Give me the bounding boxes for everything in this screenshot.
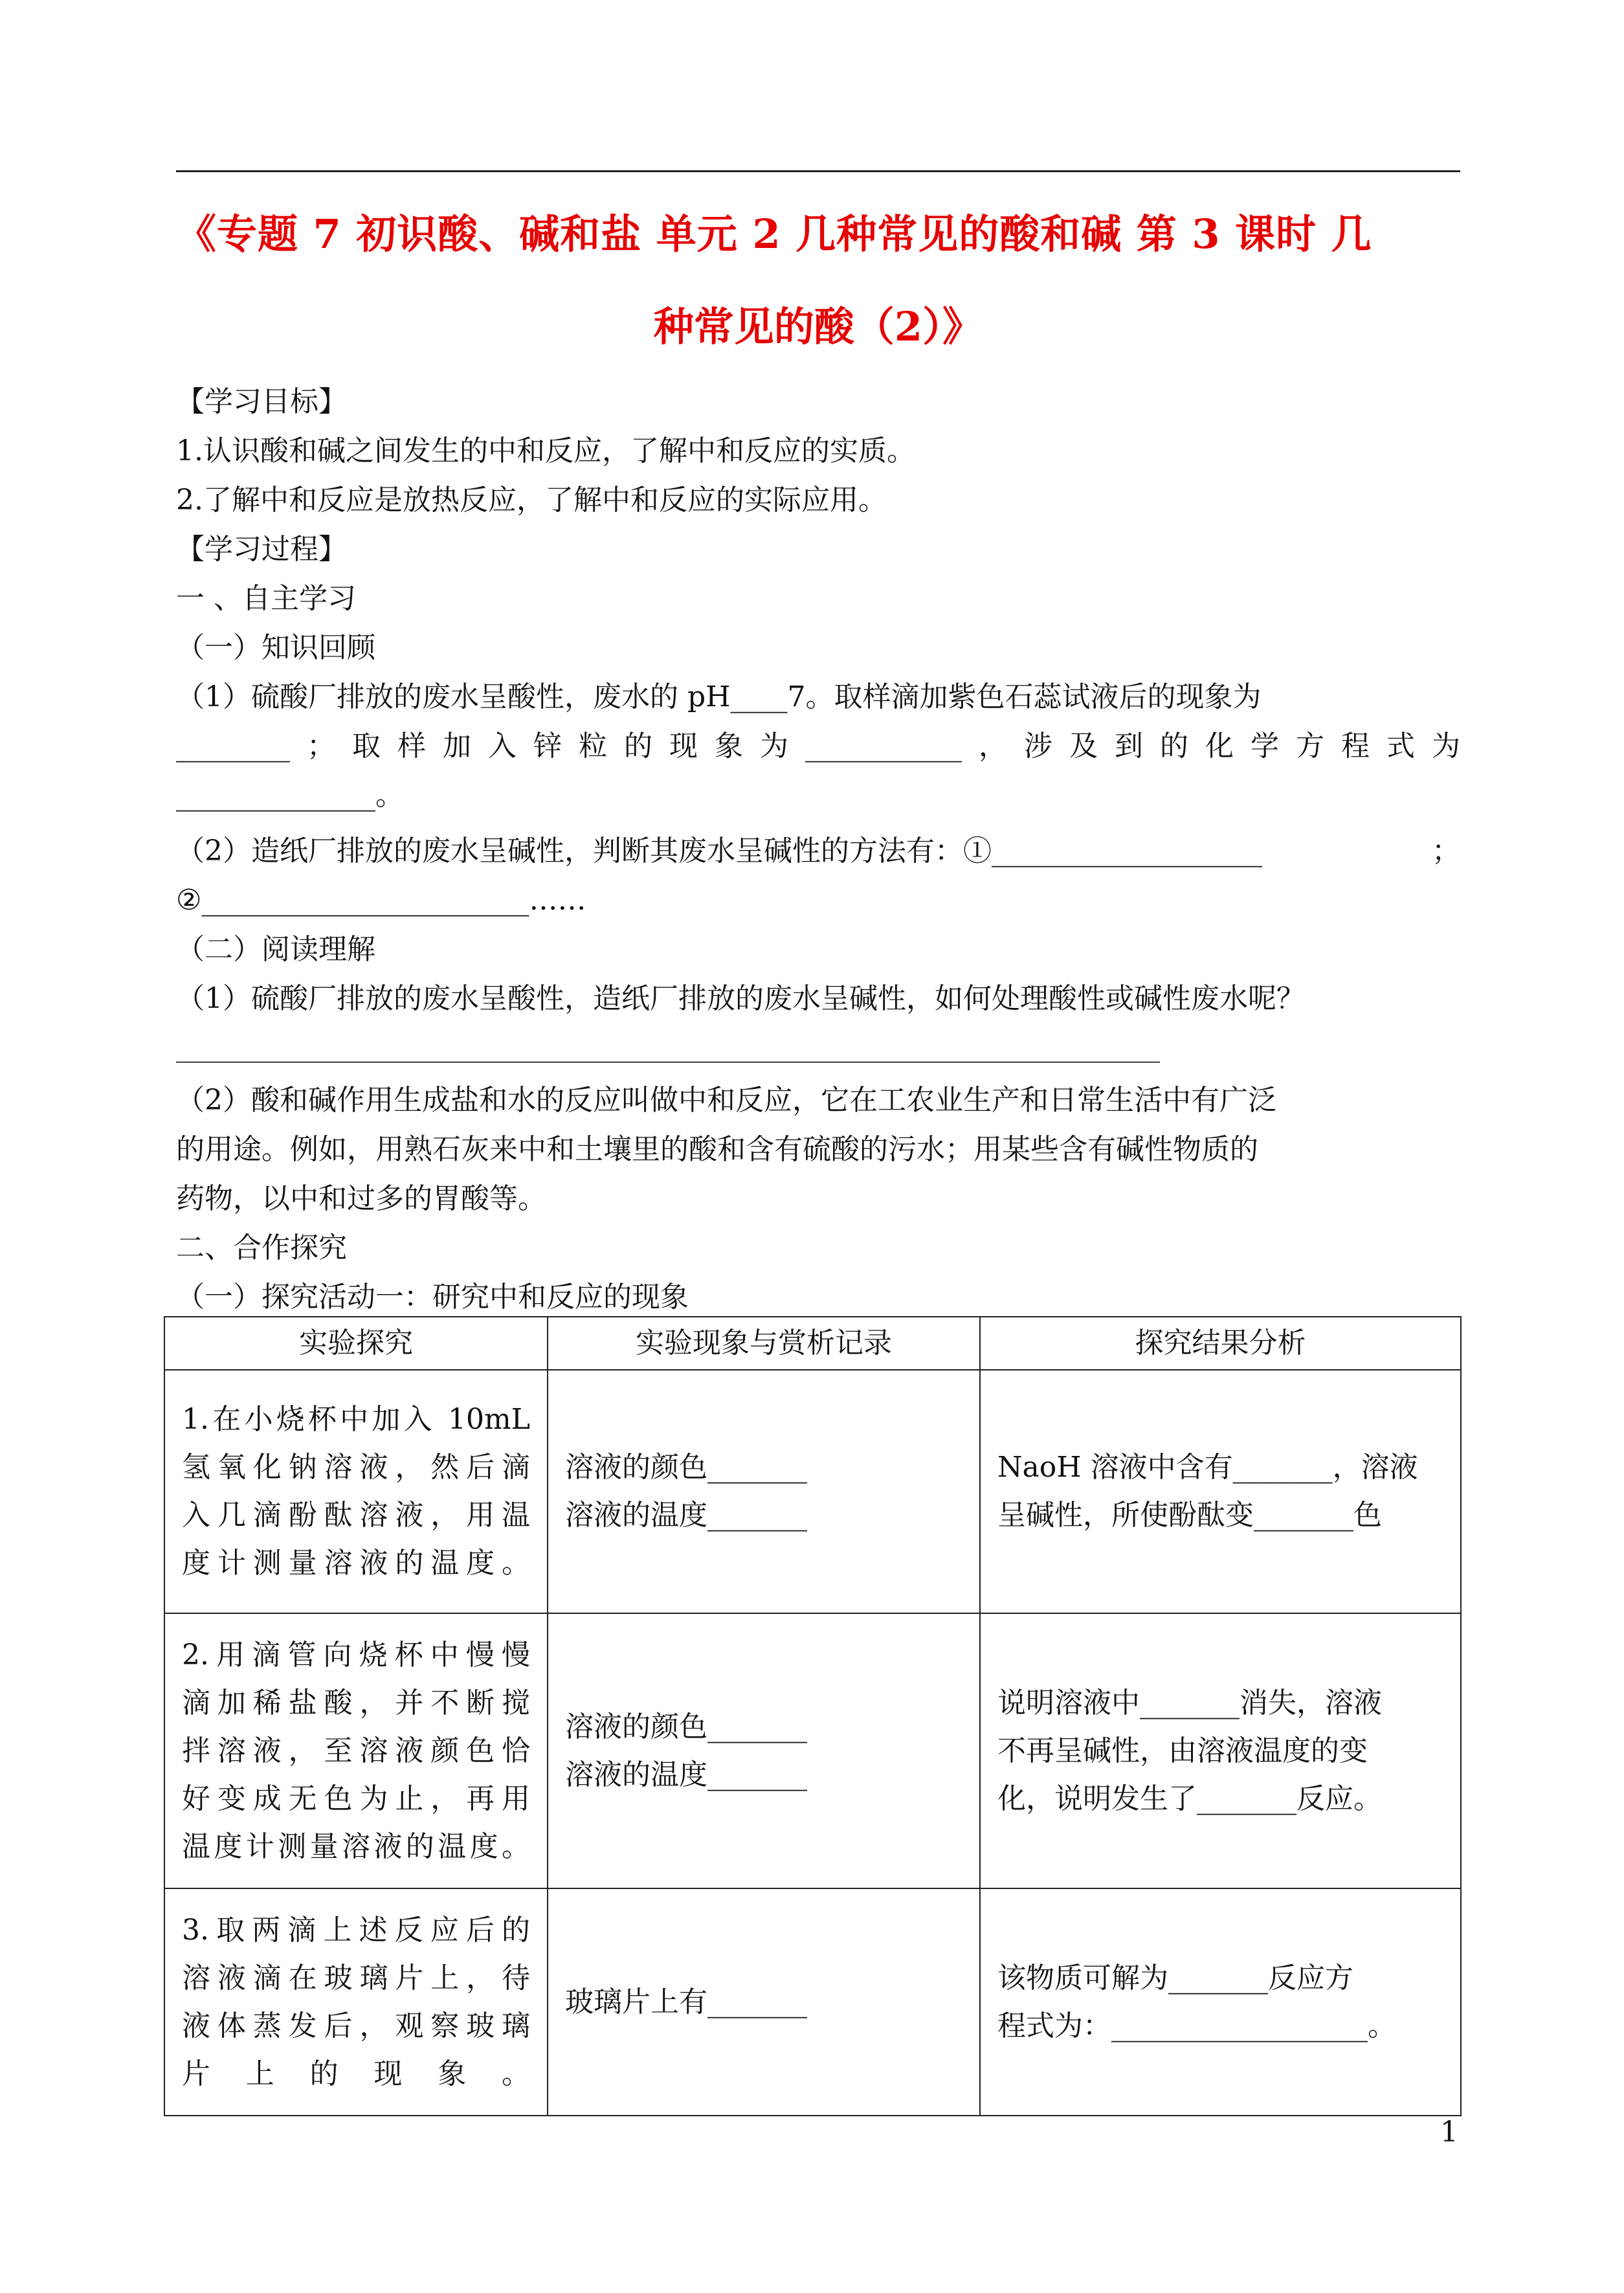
table-header: 实验探究	[164, 1317, 548, 1370]
goal-item-2: 2.了解中和反应是放热反应，了解中和反应的实际应用。	[176, 484, 887, 517]
cell-line: 程式为：__________________。	[997, 2009, 1396, 2042]
table-row	[164, 1888, 1461, 2116]
cell-line: 入几滴酚酞溶液，用温	[182, 1499, 530, 1532]
section-self-study: 一 、自主学习	[176, 582, 356, 615]
q1-part: ___________	[805, 730, 962, 763]
q1-part: 程	[1341, 730, 1370, 763]
cell-line: 氢氧化钠溶液，然后滴	[182, 1451, 530, 1484]
cell-line: 液体蒸发后，观察玻璃	[182, 2009, 530, 2042]
cell-line: 说明溶液中_______消失，溶液	[997, 1686, 1382, 1719]
step-cell	[164, 1370, 548, 1613]
q1-part: 到	[1115, 730, 1143, 763]
observe-cell	[548, 1613, 980, 1888]
cell-line: 温度计测量溶液的温度。	[182, 1829, 530, 1863]
experiment-table	[164, 1316, 1462, 2116]
goals-heading: 【学习目标】	[176, 385, 347, 418]
subsection-reading: （二）阅读理解	[176, 933, 375, 966]
cell-line: 不再呈碱性，由溶液温度的变	[997, 1734, 1368, 1767]
cell-line: 拌溶液，至溶液颜色恰	[182, 1734, 530, 1767]
reading-text-line-2: 的用途。例如，用熟石灰来中和土壤里的酸和含有硫酸的污水；用某些含有碱性物质的	[176, 1133, 1258, 1166]
q1-part: 锌	[533, 730, 562, 763]
q1-part: 粒	[579, 730, 607, 763]
table-header-row	[164, 1317, 1461, 1370]
question-2-line-1	[176, 827, 1460, 876]
cell-line: 溶液的颜色_______	[565, 1451, 807, 1484]
cell-line: 该物质可解为_______反应方	[997, 1961, 1353, 1995]
cell-line: 化，说明发生了_______反应。	[997, 1782, 1382, 1815]
q1-part: 取	[352, 730, 381, 763]
question-1-line-2	[176, 722, 1460, 771]
q1-part: 加	[443, 730, 471, 763]
q1-part: 的	[624, 730, 652, 763]
q1-part: ________	[176, 730, 290, 763]
step-cell	[164, 1613, 548, 1888]
subsection-review: （一）知识回顾	[176, 631, 375, 664]
cell-line: 溶液的颜色_______	[565, 1710, 807, 1743]
q1-part: 现	[669, 730, 698, 763]
result-cell	[980, 1613, 1461, 1888]
question-2-line-2: ②_______________________……	[176, 884, 586, 917]
q2-text: （2）造纸厂排放的废水呈碱性，判断其废水呈碱性的方法有：①___________________	[176, 834, 1262, 867]
q1-part: 为	[760, 730, 788, 763]
cell-line: 片上的现象。	[182, 2057, 530, 2090]
question-1-line-1: （1）硫酸厂排放的废水呈酸性，废水的 pH____7。取样滴加紫色石蕊试液后的现象为	[176, 680, 1262, 713]
cell-line: 度计测量溶液的温度。	[182, 1547, 530, 1580]
goal-item-1: 1.认识酸和碱之间发生的中和反应，了解中和反应的实质。	[176, 434, 915, 467]
q1-part: 方	[1296, 730, 1324, 763]
q1-part: ，	[979, 730, 1007, 763]
table-header: 探究结果分析	[980, 1317, 1461, 1370]
question-1-line-3: ______________。	[176, 779, 404, 812]
q1-part: 式	[1386, 730, 1415, 763]
cell-line: 玻璃片上有_______	[565, 1985, 807, 2019]
table-row	[164, 1370, 1461, 1613]
cell-line: 溶液滴在玻璃片上，待	[182, 1961, 530, 1995]
step-cell	[164, 1888, 548, 2116]
q2-semicolon: ；	[1432, 834, 1460, 867]
cell-line: 好变成无色为止，再用	[182, 1782, 530, 1815]
cell-line: 溶液的温度_______	[565, 1499, 807, 1532]
cell-line: 滴加稀盐酸，并不断搅	[182, 1686, 530, 1719]
q1-part: 及	[1069, 730, 1098, 763]
q1-part: 象	[715, 730, 743, 763]
q1-part: 学	[1251, 730, 1279, 763]
q1-part: 化	[1205, 730, 1234, 763]
section-cooperative: 二、合作探究	[176, 1231, 347, 1264]
header-rule	[176, 170, 1460, 172]
q1-part: 样	[397, 730, 426, 763]
reading-question-1: （1）硫酸厂排放的废水呈酸性，造纸厂排放的废水呈碱性，如何处理酸性或碱性废水呢？	[176, 982, 1305, 1015]
reading-answer-blank: ____________________________________________________________________________	[176, 1033, 1160, 1063]
table-row	[164, 1613, 1461, 1888]
doc-title-line-2: 种常见的酸（2）》	[653, 303, 983, 350]
q1-part: 入	[488, 730, 517, 763]
cell-line: 3.取两滴上述反应后的	[182, 1913, 530, 1947]
table-header: 实验现象与赏析记录	[548, 1317, 980, 1370]
cell-line: 呈碱性，所使酚酞变_______色	[997, 1499, 1382, 1532]
reading-text-line-3: 药物，以中和过多的胃酸等。	[176, 1182, 546, 1215]
q1-part: 的	[1160, 730, 1188, 763]
page-number: 1	[1440, 2116, 1458, 2149]
cell-line: NaoH 溶液中含有_______，溶液	[997, 1451, 1418, 1484]
observe-cell	[548, 1370, 980, 1613]
observe-cell	[548, 1888, 980, 2116]
cell-line: 溶液的温度_______	[565, 1758, 807, 1791]
reading-text-line-1: （2）酸和碱作用生成盐和水的反应叫做中和反应，它在工农业生产和日常生活中有广泛	[176, 1084, 1276, 1117]
q1-part: ；	[307, 730, 335, 763]
process-heading: 【学习过程】	[176, 533, 347, 566]
result-cell	[980, 1888, 1461, 2116]
q1-part: 为	[1432, 730, 1460, 763]
cell-line: 2.用滴管向烧杯中慢慢	[182, 1638, 530, 1672]
result-cell	[980, 1370, 1461, 1613]
cell-line: 1.在小烧杯中加入 10mL	[182, 1403, 530, 1436]
doc-title-line-1: 《专题 7 初识酸、碱和盐 单元 2 几种常见的酸和碱 第 3 课时 几	[176, 210, 1372, 258]
q1-part: 涉	[1024, 730, 1052, 763]
activity-1-heading: （一）探究活动一：研究中和反应的现象	[176, 1281, 689, 1314]
